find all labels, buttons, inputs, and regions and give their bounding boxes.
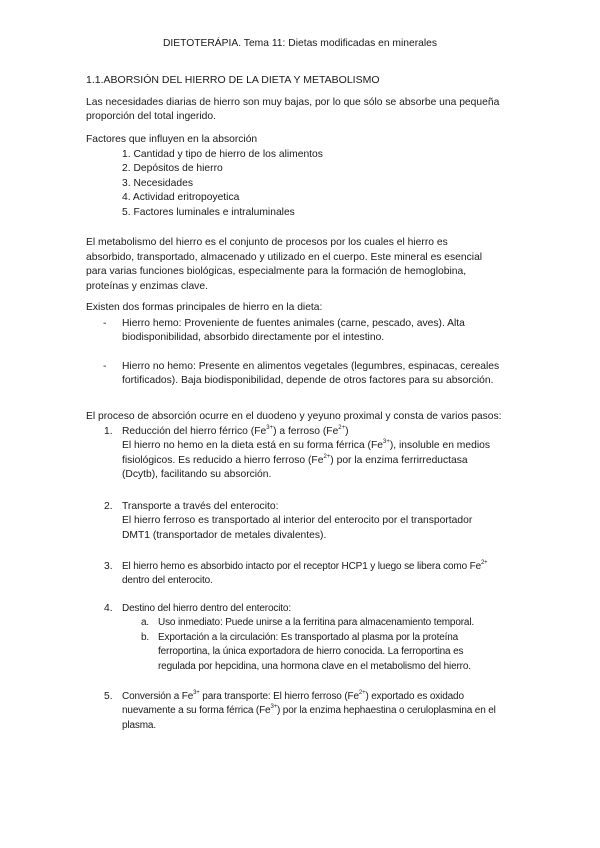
- forms-heading: Existen dos formas principales de hierro en la dieta:: [86, 302, 323, 313]
- step4-title: Destino del hierro dentro del enterocito:: [122, 603, 291, 614]
- dash-bullet: -: [103, 361, 107, 372]
- factor-item: 4. Actividad eritropoyetica: [122, 192, 240, 203]
- heme-line: Hierro hemo: Proveniente de fuentes animales (carne, pescado, aves). Alta: [122, 318, 465, 329]
- step1-line: El hierro no hemo en la dieta está en su forma férrica $(Fe^{3+})$, insoluble en medios: [122, 438, 490, 451]
- step5-line: plasma.: [122, 720, 156, 731]
- intro-line: Las necesidades diarias de hierro son muy bajas, por lo que sólo se absorbe una pequeña: [86, 97, 500, 108]
- step-number: 3.: [104, 561, 113, 572]
- factor-item: 1. Cantidad y tipo de hierro de los alimentos: [122, 149, 323, 160]
- step5-line: nuevamente a su forma férrica $(Fe^{3+})$ por la enzima hephaestina o ceruloplasmina en el: [122, 703, 496, 716]
- step4-b: Exportación a la circulación: Es transportado al plasma por la proteína: [158, 632, 459, 643]
- factor-item: 3. Necesidades: [122, 178, 193, 189]
- step-number: 5.: [104, 691, 113, 702]
- step2-title: Transporte a través del enterocito:: [122, 501, 279, 512]
- step2-line: El hierro ferroso es transportado al interior del enterocito por el transportador: [122, 515, 473, 526]
- page-header: DIETOTERÁPIA. Tema 11: Dietas modificadas en minerales: [162, 38, 438, 49]
- step5-line: Conversión a $Fe^{3+}$ para transporte: El hierro ferroso $(Fe^{2+})$ exportado es oxidado: [122, 689, 464, 702]
- step3-line: El hierro hemo es absorbido intacto por el receptor HCP1 y luego se libera como $Fe^{2+}$: [122, 559, 488, 572]
- factors-heading: Factores que influyen en la absorción: [86, 134, 258, 145]
- metabolism-line: para varias funciones biológicas, especialmente para la formación de hemoglobina,: [86, 266, 467, 277]
- metabolism-line: absorbido, transportado, almacenado y utilizado en el cuerpo. Este mineral es esencial: [86, 252, 483, 263]
- intro-line: proporción del total ingerido.: [86, 111, 216, 122]
- heme-line: biodisponibilidad, absorbido directamente por el intestino.: [122, 332, 385, 343]
- step1-line: fisiológicos. Es reducido a hierro ferroso $(Fe^{2+})$ por la enzima ferrirreductasa: [122, 453, 468, 466]
- factor-item: 5. Factores luminales e intraluminales: [122, 207, 295, 218]
- step4-b: ferroportina, la única exportadora de hierro conocida. La ferroportina es: [158, 646, 464, 657]
- sub-label: b.: [141, 632, 150, 643]
- step1-title: Reducción del hierro férrico $(Fe^{3+})$ a ferroso $(Fe^{2+})$: [122, 424, 349, 437]
- process-heading: El proceso de absorción ocurre en el duodeno y yeyuno proximal y consta de varios pasos:: [86, 411, 502, 422]
- nonheme-line: Hierro no hemo: Presente en alimentos vegetales (legumbres, espinacas, cereales: [122, 361, 500, 372]
- step1-line: (Dcytb), facilitando su absorción.: [122, 469, 272, 480]
- step3-line: dentro del enterocito.: [122, 575, 213, 586]
- dash-bullet: -: [103, 318, 107, 329]
- nonheme-line: fortificados). Baja biodisponibilidad, depende de otros factores para su absorción.: [122, 375, 494, 386]
- step-number: 4.: [104, 603, 113, 614]
- step4-a: Uso inmediato: Puede unirse a la ferritina para almacenamiento temporal.: [158, 617, 475, 628]
- step-number: 1.: [104, 426, 113, 437]
- step4-b: regulada por hepcidina, una hormona clave en el metabolismo del hierro.: [158, 661, 471, 672]
- sub-label: a.: [141, 617, 150, 628]
- metabolism-line: proteínas y enzimas clave.: [86, 281, 208, 292]
- section-title: 1.1.ABORSIÓN DEL HIERRO DE LA DIETA Y METABOLISMO: [86, 74, 380, 86]
- factor-item: 2. Depósitos de hierro: [122, 163, 223, 174]
- metabolism-line: El metabolismo del hierro es el conjunto de procesos por los cuales el hierro es: [86, 237, 448, 248]
- step2-line: DMT1 (transportador de metales divalentes).: [122, 530, 327, 541]
- step-number: 2.: [104, 501, 113, 512]
